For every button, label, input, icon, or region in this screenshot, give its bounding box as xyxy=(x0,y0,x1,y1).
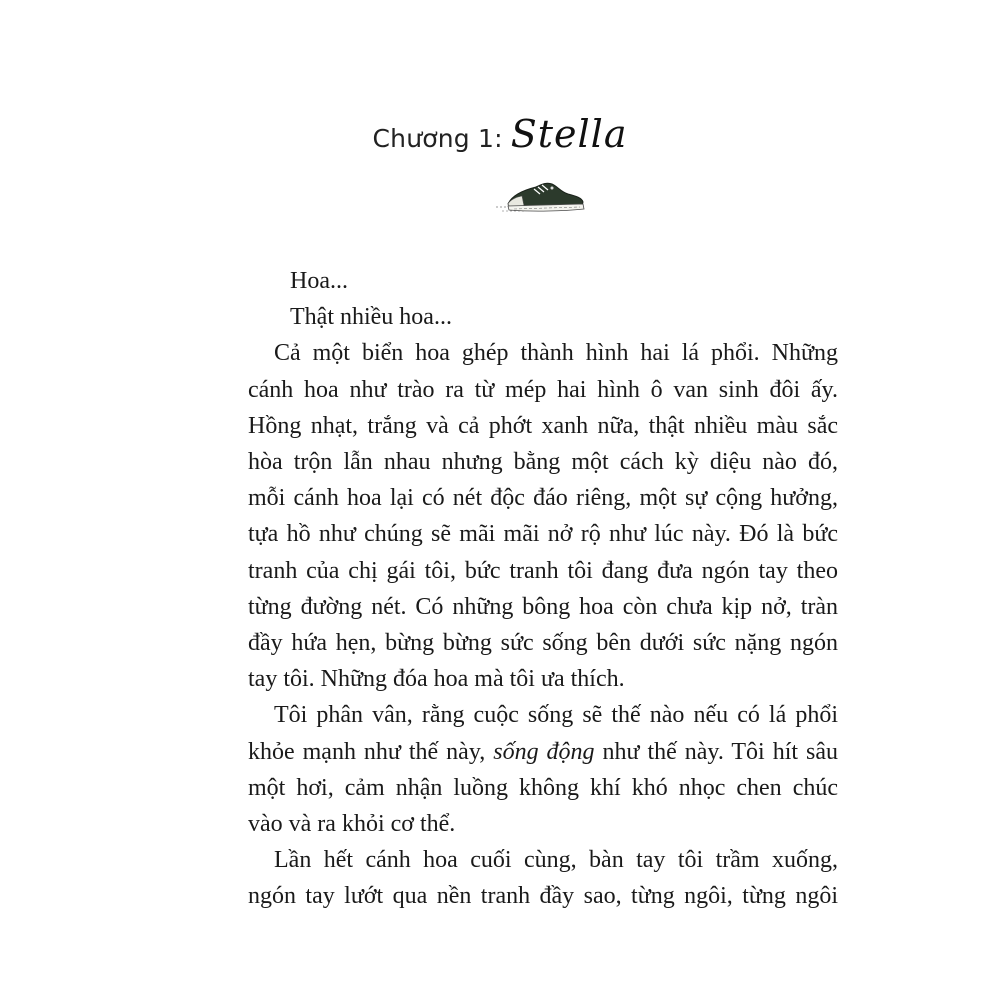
paragraph-line: Hoa... xyxy=(290,268,348,294)
paragraph-line: cánh hoa như trào ra từ mép hai hình ô van sinh đôi ấy. xyxy=(248,376,838,403)
paragraph-line: một hơi, cảm nhận luồng không khí khó nhọc chen chúc xyxy=(248,774,838,801)
paragraph-line: vào và ra khỏi cơ thể. xyxy=(248,811,456,838)
paragraph-line: Thật nhiều hoa... xyxy=(290,304,452,331)
paragraph-line xyxy=(248,734,838,770)
paragraph-line: tranh của chị gái tôi, bức tranh tôi đang đưa ngón tay theo xyxy=(248,557,838,584)
paragraph-line: mỗi cánh hoa lại có nét độc đáo riêng, một sự cộng hưởng, xyxy=(248,485,838,512)
paragraph-line: Hồng nhạt, trắng và cả phớt xanh nữa, thật nhiều màu sắc xyxy=(248,412,838,439)
paragraph-line: Cả một biển hoa ghép thành hình hai lá phổi. Những xyxy=(274,340,838,367)
paragraph-line: tay tôi. Những đóa hoa mà tôi ưa thích. xyxy=(248,666,625,693)
paragraph-line: từng đường nét. Có những bông hoa còn chưa kịp nở, tràn xyxy=(248,593,838,620)
chapter-title: Stella xyxy=(510,112,628,156)
chapter-body-text xyxy=(248,263,838,915)
paragraph-line: hòa trộn lẫn nhau nhưng bằng một cách kỳ diệu nào đó, xyxy=(248,449,838,476)
chapter-heading xyxy=(0,112,1000,156)
text-run: khỏe mạnh như thế này, xyxy=(248,738,494,765)
paragraph-line: ngón tay lướt qua nền tranh đầy sao, từng ngôi, từng ngôi xyxy=(248,883,838,910)
chapter-number: Chương 1: xyxy=(372,124,503,153)
text-run: như thế này. Tôi hít sâu xyxy=(594,738,838,765)
paragraph-line: Tôi phân vân, rằng cuộc sống sẽ thế nào nếu có lá phổi xyxy=(274,702,838,729)
paragraph-line: Lần hết cánh hoa cuối cùng, bàn tay tôi trầm xuống, xyxy=(274,847,838,874)
emphasized-text: sống động xyxy=(493,738,595,765)
paragraph-line: đầy hứa hẹn, bừng bừng sức sống bên dưới sức nặng ngón xyxy=(248,630,838,657)
paragraph-line: tựa hồ như chúng sẽ mãi mãi nở rộ như lúc này. Đó là bức xyxy=(248,521,838,548)
sneaker-icon xyxy=(494,170,590,218)
